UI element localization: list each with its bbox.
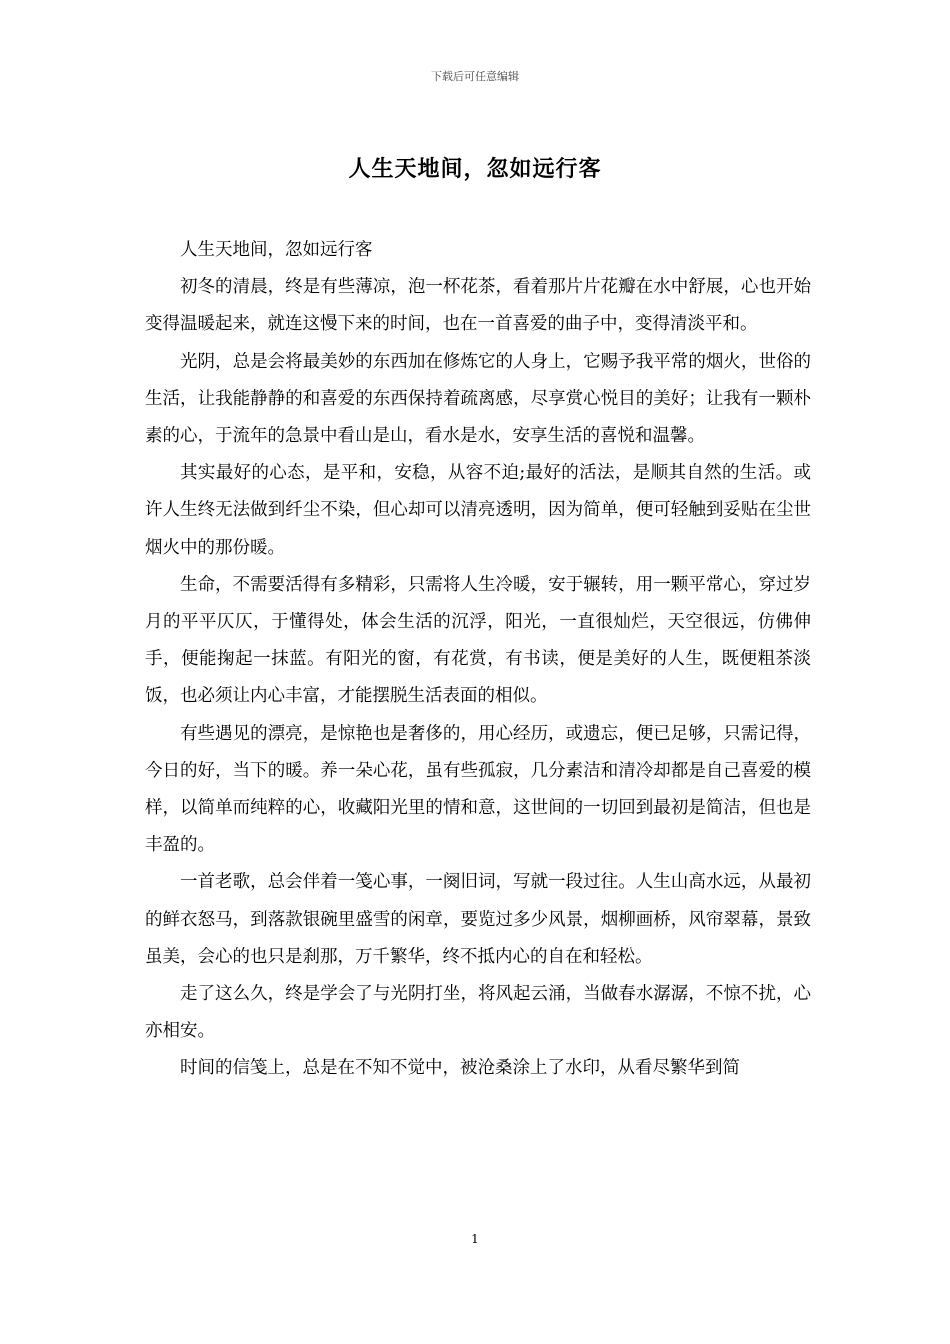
paragraph: 初冬的清晨，终是有些薄凉，泡一杯花茶，看着那片片花瓣在水中舒展，心也开始变得温暖起来，就连这慢下来的时间，也在一首喜爱的曲子中，变得清淡平和。 <box>145 277 811 335</box>
document-title: 人生天地间，忽如远行客 <box>348 156 602 182</box>
paragraph: 生命，不需要活得有多精彩，只需将人生冷暖，安于辗转，用一颗平常心，穿过岁月的平平仄仄，于懂得处，体会生活的沉浮，阳光，一直很灿烂，天空很远，仿佛伸手，便能掬起一抹蓝。有阳光的窗，有花赏，有书读，便是美好的人生，既便粗茶淡饭，也必须让内心丰富，才能摆脱生活表面的相似。 <box>145 574 811 707</box>
paragraph: 走了这么久，终是学会了与光阴打坐，将风起云涌，当做春水潺潺，不惊不扰，心亦相安。 <box>145 984 811 1042</box>
paragraph: 有些遇见的漂亮，是惊艳也是奢侈的，用心经历，或遗忘，便已足够，只需记得，今日的好，当下的暖。养一朵心花，虽有些孤寂，几分素洁和清冷却都是自己喜爱的模样，以简单而纯粹的心，收藏阳光里的情和意，这世间的一切回到最初是简洁，但也是丰盈的。 <box>145 723 811 856</box>
paragraph: 其实最好的心态，是平和，安稳，从容不迫;最好的活法，是顺其自然的生活。或许人生终无法做到纤尘不染，但心却可以清亮透明，因为简单，便可轻触到妥贴在尘世烟火中的那份暖。 <box>145 463 811 558</box>
header-note: 下载后可任意编辑 <box>431 70 519 83</box>
paragraph: 一首老歌，总会伴着一笺心事，一阕旧词，写就一段过往。人生山高水远，从最初的鲜衣怒马，到落款银碗里盛雪的闲章，要览过多少风景，烟柳画桥，风帘翠幕，景致虽美，会心的也只是刹那，万千繁华，终不抵内心的自在和轻松。 <box>145 872 811 967</box>
paragraph: 光阴，总是会将最美妙的东西加在修炼它的人身上，它赐予我平常的烟火，世俗的生活，让我能静静的和喜爱的东西保持着疏离感，尽享赏心悦目的美好；让我有一颗朴素的心，于流年的急景中看山是山，看水是水，安享生活的喜悦和温馨。 <box>145 351 811 447</box>
paragraph: 人生天地间，忽如远行客 <box>180 240 373 260</box>
document-body <box>145 232 811 1088</box>
paragraph: 时间的信笺上，总是在不知不觉中，被沧桑涂上了水印，从看尽繁华到简 <box>180 1058 740 1079</box>
page-number: 1 <box>471 1232 479 1246</box>
